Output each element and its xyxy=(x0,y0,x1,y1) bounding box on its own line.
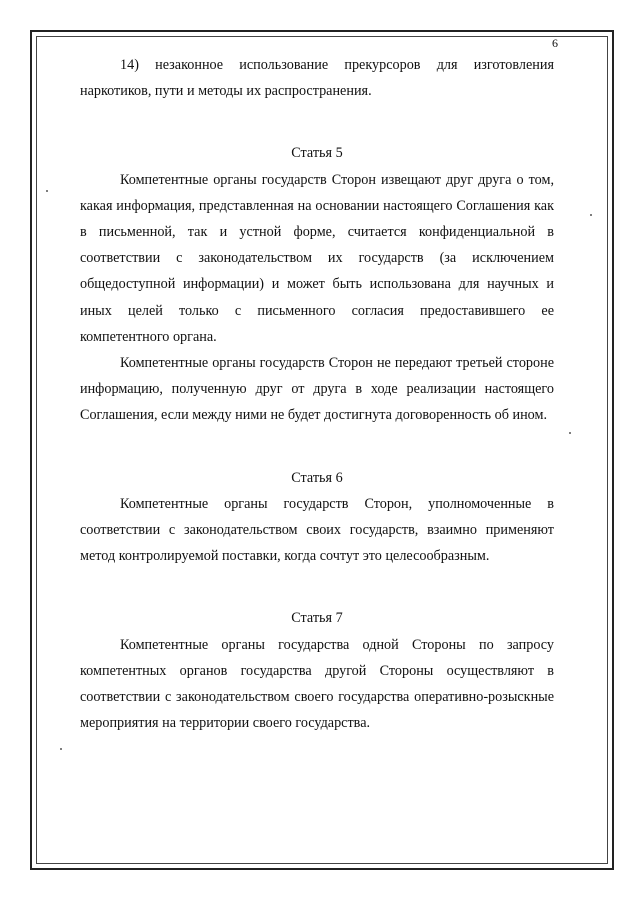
scan-speck xyxy=(590,214,592,216)
scan-speck xyxy=(60,748,62,750)
article-paragraph: Компетентные органы государств Сторон извещают друг друга о том, какая информация, представленная на основании настоящего Соглашения как в письменной, так и устной форме, считается конфиденциальной в соответствии с законодательством их государств (за исключением общедоступной информации) и может быть использована для научных и иных целей только с письменного согласия предоставившего ее компетентного органа. xyxy=(80,171,554,345)
article-5 xyxy=(80,140,554,428)
scan-speck xyxy=(46,190,48,192)
article-heading: Статья 5 xyxy=(291,145,343,162)
page-number: 6 xyxy=(552,36,558,50)
scan-speck xyxy=(569,432,571,434)
article-paragraph: Компетентные органы государств Сторон, уполномоченные в соответствии с законодательством своих государств, взаимно применяют метод контролируемой поставки, когда сочтут это целесообразным. xyxy=(80,495,554,565)
article-paragraph: Компетентные органы государств Сторон не передают третьей стороне информацию, полученную друг от друга в ходе реализации настоящего Соглашения, если между ними не будет достигнута договоренность об ином. xyxy=(80,355,554,424)
document-body xyxy=(80,52,554,736)
article-7 xyxy=(80,605,554,736)
article-heading: Статья 7 xyxy=(291,610,343,627)
article-heading: Статья 6 xyxy=(291,469,343,486)
list-item-14: 14) незаконное использование прекурсоров для изготовления наркотиков, пути и методы их распространения. xyxy=(80,57,554,100)
article-paragraph: Компетентные органы государства одной Стороны по запросу компетентных органов государства другой Стороны осуществляют в соответствии с законодательством своего государства оперативно-розыскные мероприятия на территории своего государства. xyxy=(80,636,554,732)
article-6 xyxy=(80,465,554,570)
